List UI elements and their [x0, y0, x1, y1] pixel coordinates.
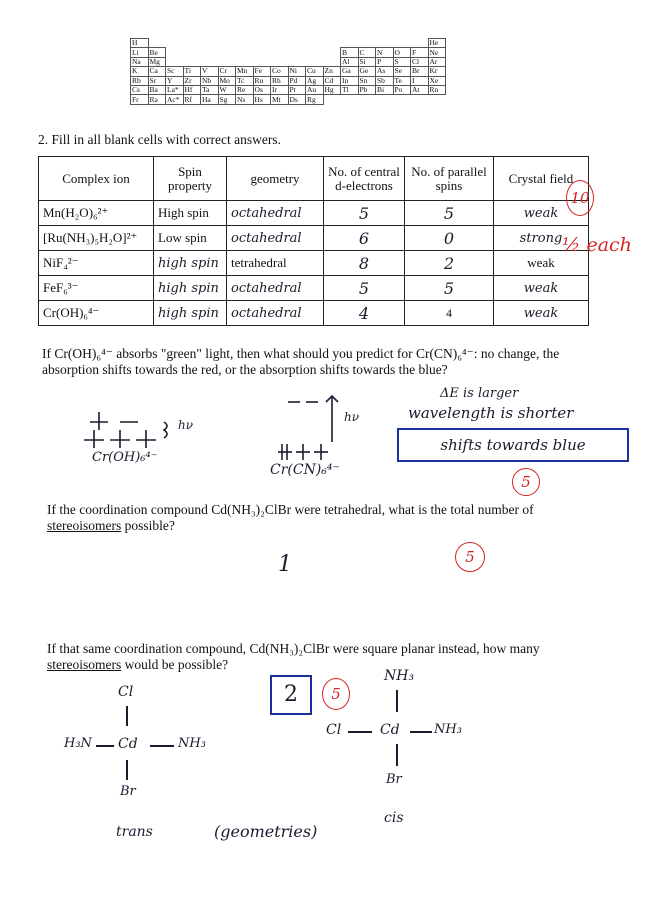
element-cell: S: [393, 57, 411, 66]
element-cell: Li: [131, 48, 149, 57]
element-cell: [166, 57, 184, 66]
element-cell: [376, 95, 394, 104]
score-circle-q4: 5: [455, 542, 485, 572]
periodic-row: [131, 48, 446, 57]
cell-field: weak: [494, 276, 589, 301]
periodic-row: [131, 67, 446, 76]
table-row: [39, 226, 589, 251]
element-cell: Tc: [236, 76, 254, 85]
trans-bond-right: [150, 745, 174, 747]
element-cell: Sn: [358, 76, 376, 85]
element-cell: N: [376, 48, 394, 57]
element-cell: [341, 39, 359, 48]
element-cell: Zn: [323, 67, 341, 76]
element-cell: Ag: [306, 76, 324, 85]
element-cell: K: [131, 67, 149, 76]
element-cell: As: [376, 67, 394, 76]
element-cell: [253, 48, 271, 57]
cell-geometry: octahedral: [227, 276, 324, 301]
element-cell: Mg: [148, 57, 166, 66]
element-cell: Hg: [323, 85, 341, 94]
hv-label-left: hν: [178, 418, 194, 432]
cell-spin: high spin: [154, 251, 227, 276]
question-4-stereoisomers: stereoisomers: [47, 518, 122, 533]
periodic-row: [131, 57, 446, 66]
periodic-table: [130, 38, 446, 105]
element-cell: Fe: [253, 67, 271, 76]
element-cell: [183, 39, 201, 48]
element-cell: [341, 95, 359, 104]
element-cell: I: [411, 76, 429, 85]
element-cell: Ta: [201, 85, 219, 94]
element-cell: Bi: [376, 85, 394, 94]
element-cell: Ar: [428, 57, 446, 66]
element-cell: [236, 57, 254, 66]
score-circle-q2: 10: [566, 180, 594, 216]
element-cell: [288, 57, 306, 66]
element-cell: Rn: [428, 85, 446, 94]
trans-center-atom: Cd: [118, 736, 138, 752]
element-cell: W: [218, 85, 236, 94]
element-cell: [288, 48, 306, 57]
cell-ion: Cr(OH)₆⁴⁻: [39, 301, 154, 326]
trans-bond-left: [96, 745, 114, 747]
score-circle-q3: 5: [512, 468, 540, 496]
element-cell: [201, 48, 219, 57]
element-cell: Ti: [183, 67, 201, 76]
element-cell: Ac*: [166, 95, 184, 104]
header-complex-ion: Complex ion: [39, 157, 154, 201]
element-cell: Na: [131, 57, 149, 66]
cell-parallel: 5: [405, 276, 494, 301]
element-cell: [236, 48, 254, 57]
table-row: [39, 276, 589, 301]
element-cell: [253, 57, 271, 66]
element-cell: Sg: [218, 95, 236, 104]
cis-top-ligand: NH₃: [384, 668, 415, 684]
element-cell: B: [341, 48, 359, 57]
element-cell: Ba: [148, 85, 166, 94]
element-cell: Y: [166, 76, 184, 85]
element-cell: [166, 39, 184, 48]
element-cell: At: [411, 85, 429, 94]
element-cell: V: [201, 67, 219, 76]
element-cell: [253, 39, 271, 48]
table-row: [39, 301, 589, 326]
element-cell: Ir: [271, 85, 289, 94]
cell-spin: high spin: [154, 301, 227, 326]
element-cell: C: [358, 48, 376, 57]
element-cell: [271, 39, 289, 48]
answer-q4: 1: [278, 552, 292, 577]
table-row: [39, 201, 589, 226]
periodic-row: [131, 39, 446, 48]
cell-ion: FeF₆³⁻: [39, 276, 154, 301]
element-cell: Pd: [288, 76, 306, 85]
cell-spin: high spin: [154, 276, 227, 301]
element-cell: Cs: [131, 85, 149, 94]
question-3-prompt-line2: absorption shifts towards the red, or the absorption shifts towards the blue?: [42, 362, 448, 377]
element-cell: [323, 39, 341, 48]
element-cell: Nb: [201, 76, 219, 85]
element-cell: Rf: [183, 95, 201, 104]
cell-parallel: 2: [405, 251, 494, 276]
element-cell: [358, 95, 376, 104]
element-cell: Xe: [428, 76, 446, 85]
hv-label-right: hν: [344, 410, 360, 424]
cell-parallel: 4: [405, 301, 494, 326]
question-4-prompt-line1: If the coordination compound Cd(NH₃)₂ClBr were tetrahedral, what is the total number of: [47, 502, 534, 517]
cis-bottom-ligand: Br: [386, 772, 402, 787]
element-cell: [428, 95, 446, 104]
element-cell: Mo: [218, 76, 236, 85]
header-crystal-field: Crystal field: [494, 157, 589, 201]
cell-field: weak: [494, 301, 589, 326]
cell-geometry: octahedral: [227, 301, 324, 326]
cell-field: strong: [494, 226, 589, 251]
element-cell: [183, 48, 201, 57]
element-cell: Ha: [201, 95, 219, 104]
trans-bond-bottom: [126, 760, 128, 780]
element-cell: Be: [148, 48, 166, 57]
element-cell: [271, 48, 289, 57]
element-cell: Co: [271, 67, 289, 76]
cis-bond-right: [410, 731, 432, 733]
element-cell: Br: [411, 67, 429, 76]
cis-label: cis: [384, 810, 404, 826]
header-spin: Spin property: [154, 157, 227, 201]
score-circle-q5: 5: [322, 678, 350, 710]
element-cell: Ga: [341, 67, 359, 76]
element-cell: [411, 39, 429, 48]
element-cell: Sr: [148, 76, 166, 85]
element-cell: [411, 95, 429, 104]
cell-field: weak: [494, 251, 589, 276]
delta-e-note: ΔE is larger: [440, 386, 519, 401]
element-cell: Te: [393, 76, 411, 85]
element-cell: P: [376, 57, 394, 66]
element-cell: [306, 48, 324, 57]
cell-d: 8: [324, 251, 405, 276]
element-cell: [166, 48, 184, 57]
element-cell: [218, 57, 236, 66]
cell-parallel: 0: [405, 226, 494, 251]
element-cell: [271, 57, 289, 66]
cell-spin: High spin: [154, 201, 227, 226]
periodic-row: [131, 76, 446, 85]
trans-left-ligand: H₃N: [64, 736, 92, 751]
header-geometry: geometry: [227, 157, 324, 201]
element-cell: Ge: [358, 67, 376, 76]
answer-box-q5: 2: [270, 675, 312, 715]
answer-box-q3: shifts towards blue: [397, 428, 629, 462]
periodic-row: [131, 85, 446, 94]
cr-cn-orbital-diagram: [268, 390, 368, 470]
trans-top-ligand: Cl: [118, 684, 134, 700]
cell-ion: Mn(H₂O)₆²⁺: [39, 201, 154, 226]
cell-d: 4: [324, 301, 405, 326]
element-cell: [148, 39, 166, 48]
element-cell: La*: [166, 85, 184, 94]
element-cell: Zr: [183, 76, 201, 85]
question-5-stereoisomers: stereoisomers: [47, 657, 122, 672]
cell-ion: [Ru(NH₃)₅H₂O]²⁺: [39, 226, 154, 251]
cell-geometry: octahedral: [227, 226, 324, 251]
trans-label: trans: [116, 824, 153, 840]
element-cell: Sb: [376, 76, 394, 85]
element-cell: Re: [236, 85, 254, 94]
element-cell: Cr: [218, 67, 236, 76]
element-cell: Pt: [288, 85, 306, 94]
cell-field: weak: [494, 201, 589, 226]
element-cell: Mn: [236, 67, 254, 76]
element-cell: Kr: [428, 67, 446, 76]
element-cell: Fr: [131, 95, 149, 104]
element-cell: [376, 39, 394, 48]
element-cell: [393, 95, 411, 104]
cr-cn-label: Cr(CN)₆⁴⁻: [270, 462, 340, 478]
cell-d: 5: [324, 201, 405, 226]
element-cell: Al: [341, 57, 359, 66]
element-cell: [323, 57, 341, 66]
complex-ion-table: [38, 156, 589, 326]
element-cell: Tl: [341, 85, 359, 94]
element-cell: [201, 39, 219, 48]
element-cell: Po: [393, 85, 411, 94]
element-cell: [306, 57, 324, 66]
cell-parallel: 5: [405, 201, 494, 226]
cis-right-ligand: NH₃: [434, 722, 462, 737]
element-cell: [183, 57, 201, 66]
cis-bond-left: [348, 731, 372, 733]
cr-oh-label: Cr(OH)₆⁴⁻: [92, 450, 158, 465]
element-cell: Rh: [271, 76, 289, 85]
cis-bond-bottom: [396, 744, 398, 766]
cell-ion: NiF₄²⁻: [39, 251, 154, 276]
question-5-prompt-line1: If that same coordination compound, Cd(NH₃)₂ClBr were square planar instead, how many: [47, 641, 540, 656]
element-cell: He: [428, 39, 446, 48]
trans-right-ligand: NH₃: [178, 736, 206, 751]
element-cell: [306, 39, 324, 48]
element-cell: [218, 39, 236, 48]
cell-d: 5: [324, 276, 405, 301]
element-cell: [288, 39, 306, 48]
element-cell: Hs: [253, 95, 271, 104]
element-cell: Cu: [306, 67, 324, 76]
element-cell: In: [341, 76, 359, 85]
table-row: [39, 251, 589, 276]
element-cell: Cd: [323, 76, 341, 85]
header-parallel-spins: No. of parallel spins: [405, 157, 494, 201]
element-cell: Ra: [148, 95, 166, 104]
question-3-prompt-line1: If Cr(OH)₆⁴⁻ absorbs "green" light, then what should you predict for Cr(CN)₆⁴⁻: no change, the: [42, 346, 560, 361]
cis-bond-top: [396, 690, 398, 712]
element-cell: Au: [306, 85, 324, 94]
element-cell: [218, 48, 236, 57]
element-cell: Cl: [411, 57, 429, 66]
element-cell: Ru: [253, 76, 271, 85]
element-cell: Ns: [236, 95, 254, 104]
element-cell: Ne: [428, 48, 446, 57]
element-cell: O: [393, 48, 411, 57]
element-cell: Hf: [183, 85, 201, 94]
wavelength-note: wavelength is shorter: [408, 404, 574, 422]
element-cell: Ni: [288, 67, 306, 76]
cell-d: 6: [324, 226, 405, 251]
element-cell: Ds: [288, 95, 306, 104]
question-4-prompt-rest: possible?: [121, 518, 175, 533]
element-cell: [201, 57, 219, 66]
cell-geometry: tetrahedral: [227, 251, 324, 276]
periodic-row: [131, 95, 446, 104]
cis-left-ligand: Cl: [326, 722, 342, 738]
element-cell: [358, 39, 376, 48]
trans-bond-top: [126, 706, 128, 726]
element-cell: [323, 95, 341, 104]
element-cell: Sc: [166, 67, 184, 76]
geometries-note: (geometries): [214, 822, 318, 841]
element-cell: Mt: [271, 95, 289, 104]
question-5-prompt-rest: would be possible?: [121, 657, 229, 672]
element-cell: Os: [253, 85, 271, 94]
element-cell: Pb: [358, 85, 376, 94]
element-cell: [236, 39, 254, 48]
element-cell: [323, 48, 341, 57]
element-cell: Si: [358, 57, 376, 66]
cell-spin: Low spin: [154, 226, 227, 251]
header-d-electrons: No. of central d-electrons: [324, 157, 405, 201]
half-each-note: ½ each: [562, 234, 632, 256]
question-2-prompt: 2. Fill in all blank cells with correct answers.: [38, 132, 281, 147]
element-cell: Rb: [131, 76, 149, 85]
cell-geometry: octahedral: [227, 201, 324, 226]
trans-bottom-ligand: Br: [120, 784, 136, 799]
element-cell: Ca: [148, 67, 166, 76]
element-cell: [393, 39, 411, 48]
element-cell: Rg: [306, 95, 324, 104]
element-cell: Se: [393, 67, 411, 76]
element-cell: F: [411, 48, 429, 57]
cis-center-atom: Cd: [380, 722, 400, 738]
element-cell: H: [131, 39, 149, 48]
